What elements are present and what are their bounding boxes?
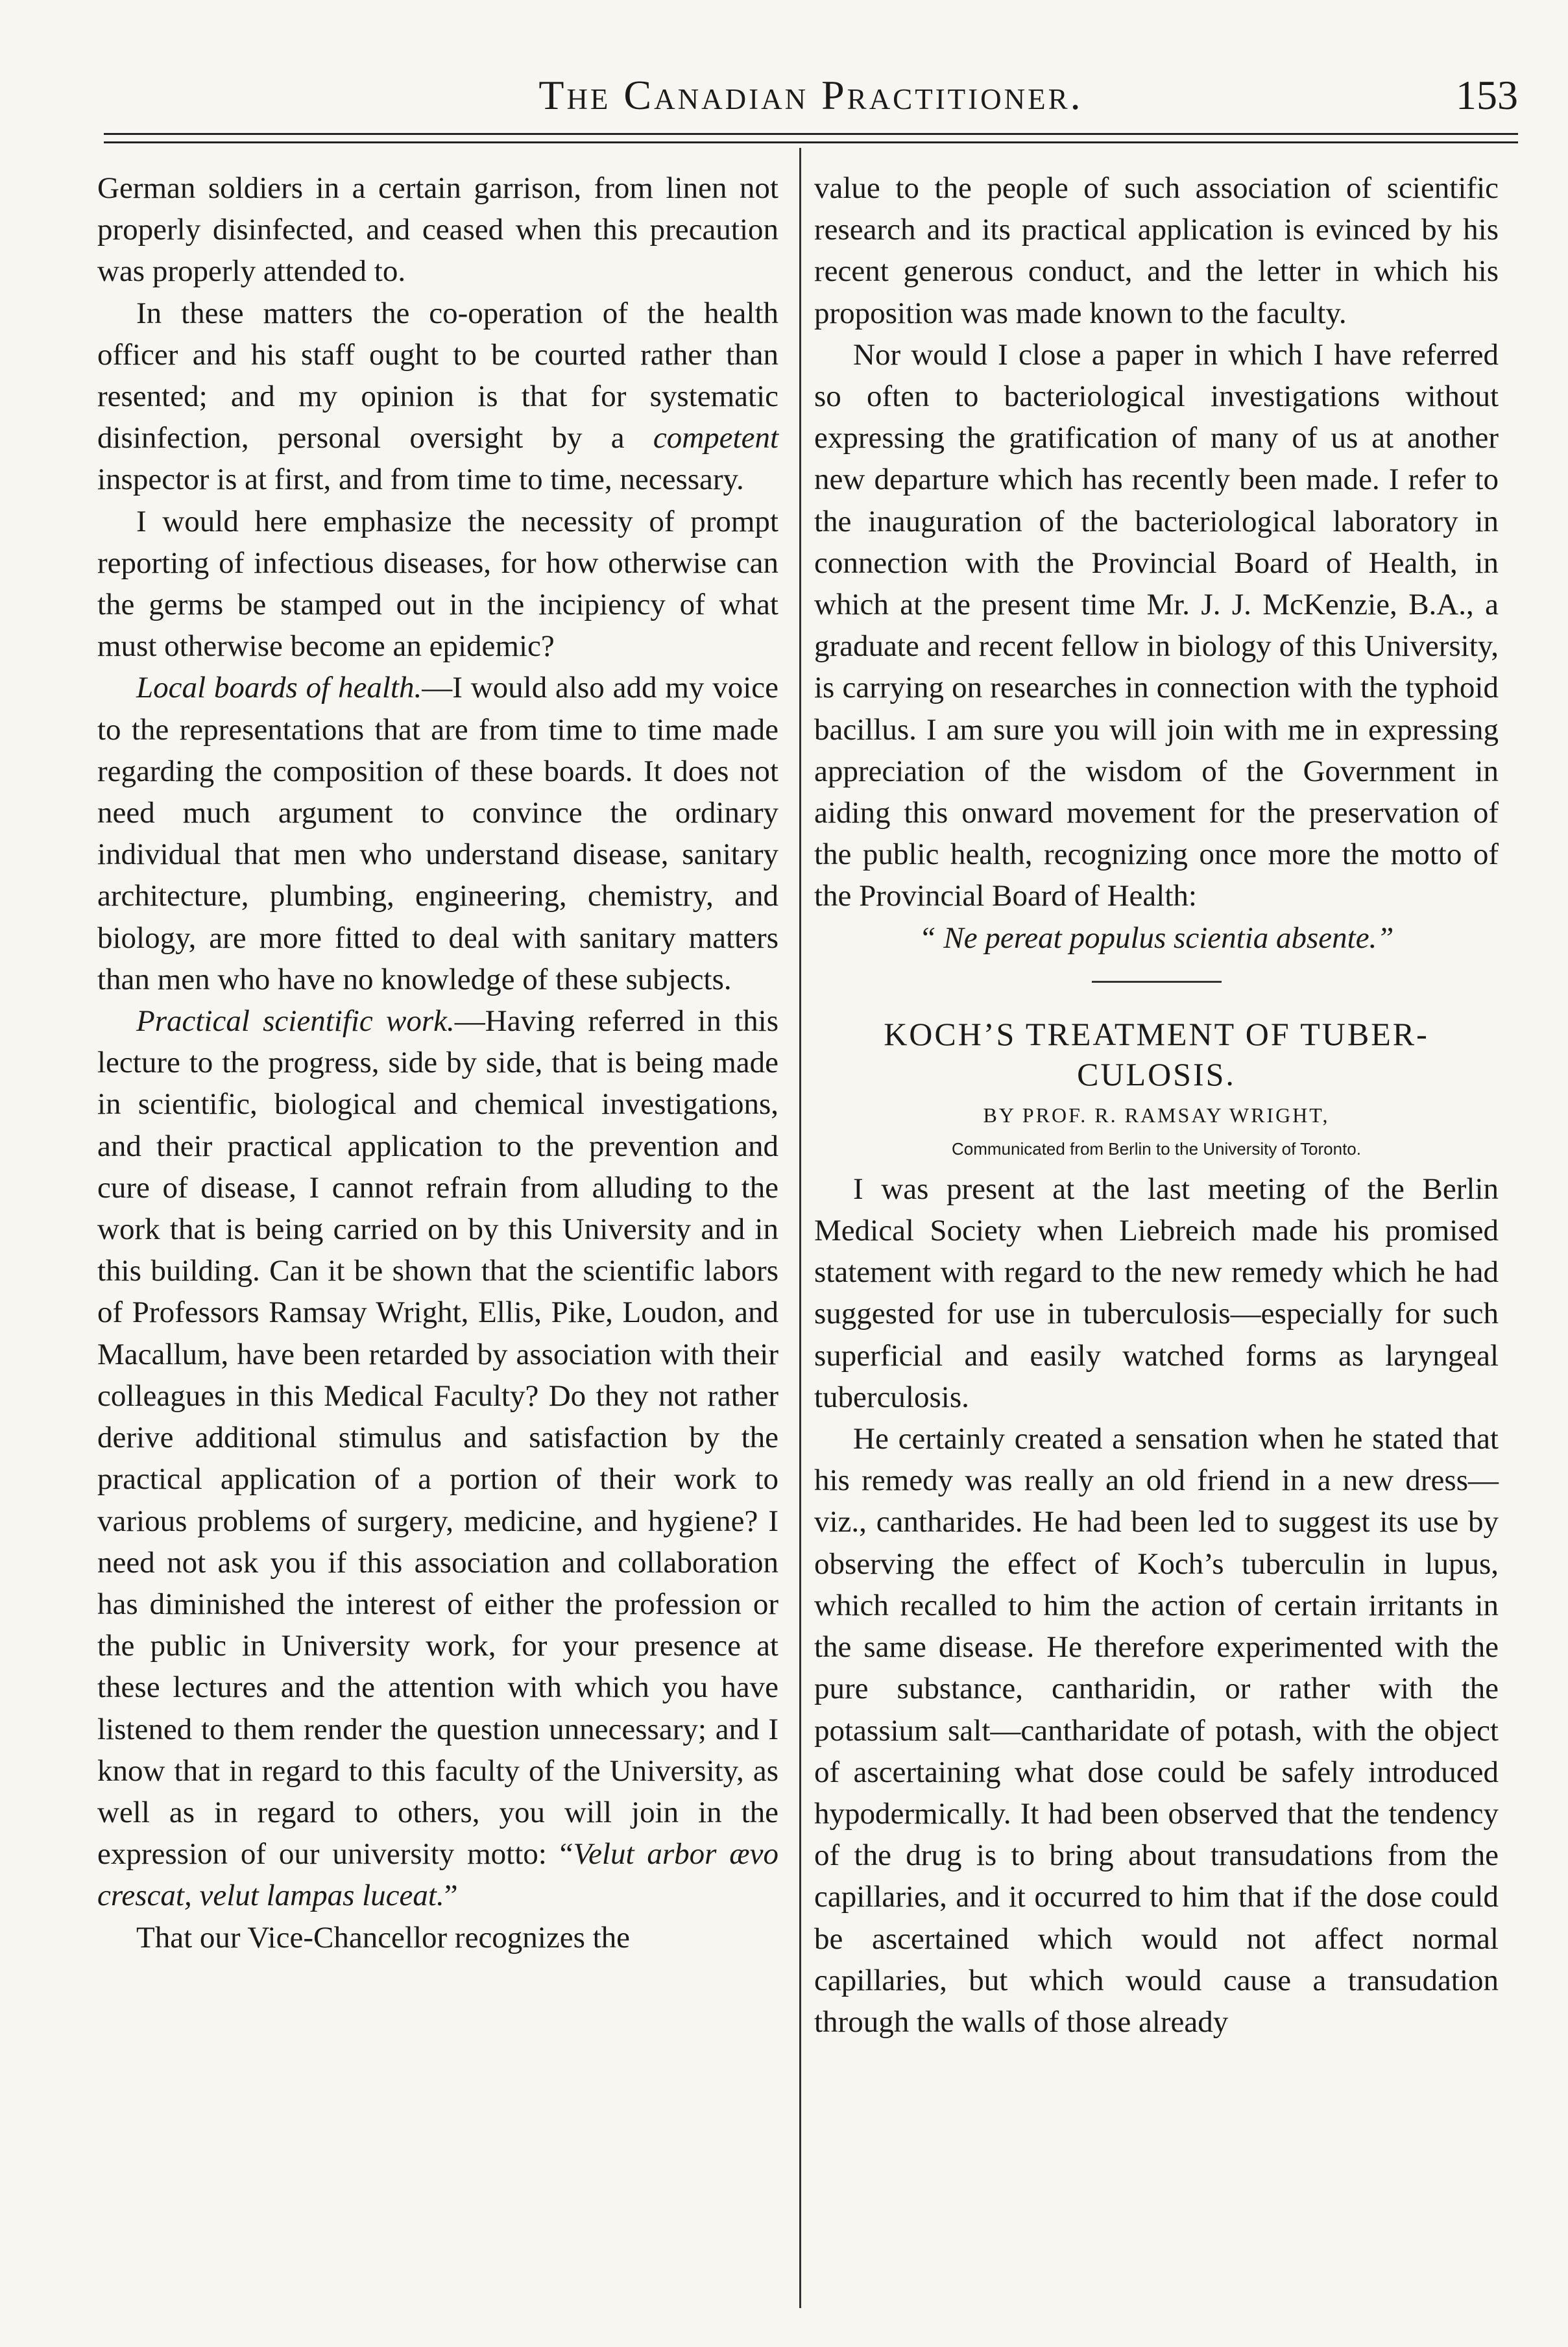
left-column xyxy=(97,167,778,1958)
paragraph xyxy=(97,293,778,501)
title-line: CULOSIS. xyxy=(1077,1055,1236,1092)
column-divider xyxy=(799,148,801,2308)
paragraph: That our Vice-Chancellor recognizes the xyxy=(136,1920,631,1955)
text-span: —Having referred in this lecture to the progress, side by side, that is being made in scientific, biological and chemical investigations, and their practical application to the prevention and cure of disease, I cannot refrain from alluding to the work that is being carried on by this University and in this building. Can it be shown that the scientific labors of Professors Ramsay Wright, Ellis, Pike, Loudon, and Macallum, have been retarded by association with their colleagues in this Medical Faculty? Do they not rather derive additional stimulus and satisfaction by the practical application of a portion of their work to various problems of surgery, medicine, and hygiene? I need not ask you if this association and collaboration has diminished the interest of either the profession or the public in University work, for your presence at these lectures and the attention with which you have listened to them render the question unnecessary; and I know that in regard to this faculty of the University, as well as in regard to others, you will join in the expression of our university motto: “ xyxy=(97,1004,778,1872)
paragraph: Nor would I close a paper in which I have referred so often to bacteriological investigations without expressing the gratification of many of us at another new departure which has recently been made. I refer to the inauguration of the bacteriological laboratory in connection with the Provincial Board of Health, in which at the present time Mr. J. J. McKenzie, B.A., a graduate and recent fellow in biology of this University, is carrying on researches in connection with the typhoid bacillus. I am sure you will join with me in expressing appreciation of the wisdom of the Government in aiding this onward movement for the preservation of the public health, recognizing once more the motto of the Provincial Board of Health: xyxy=(814,337,1499,913)
text-span: ” xyxy=(444,1879,458,1913)
page-header xyxy=(104,71,1518,136)
section-divider xyxy=(1092,981,1222,983)
communication-note: Communicated from Berlin to the University of Toronto. xyxy=(951,1138,1361,1159)
right-column xyxy=(814,167,1499,2043)
run-in-heading: Practical scientific work. xyxy=(136,1004,455,1039)
paragraph: I would here emphasize the necessity of prompt reporting of infectious diseases, for how otherwise can the germs be stamped out in the incipiency of what must otherwise become an epidemic? xyxy=(97,504,778,664)
title-line: KOCH’S TREATMENT OF TUBER- xyxy=(884,1015,1429,1052)
paragraph: German soldiers in a certain garrison, from linen not properly disinfected, and ceased when this precaution was properly attended to. xyxy=(97,171,778,289)
motto: Velut arbor ævo crescat, velut lampas luceat. xyxy=(97,1837,778,1913)
emphasis: competent xyxy=(653,421,778,455)
text-span: inspector is at first, and from time to time, necessary. xyxy=(97,463,744,497)
paragraph xyxy=(97,667,778,1000)
page-number: 153 xyxy=(1456,72,1518,118)
header-rule-bottom xyxy=(104,141,1518,143)
article-title xyxy=(814,1014,1499,1094)
paragraph: value to the people of such association of scientific research and its practical application is evinced by his recent generous conduct, and the letter in which his proposition was made known to the faculty. xyxy=(814,171,1499,330)
paragraph: He certainly created a sensation when he stated that his remedy was really an old friend in a new dress—viz., cantharides. He had been led to suggest its use by observing the effect of Koch’s tuberculin in lupus, which recalled to him the action of certain irritants in the same disease. He therefore experimented with the pure substance, cantharidin, or rather with the potassium salt—cantharidate of potash, with the object of ascertaining what dose could be safely introduced hypodermically. It had been observed that the tendency of the drug is to bring about transudations from the capillaries, and it occurred to him that if the dose could be ascertained which would not affect normal capillaries, but which would cause a transudation through the walls of those already xyxy=(814,1422,1499,2039)
text-span: In these matters the co-operation of the health officer and his staff ought to be courted rather than resented; and my opinion is that for systematic disinfection, personal oversight by a xyxy=(97,296,778,455)
board-motto-quote: “ Ne pereat populus scientia absente.” xyxy=(919,921,1394,955)
run-in-heading: Local boards of health. xyxy=(136,671,422,705)
paragraph xyxy=(97,1000,778,1916)
byline: BY PROF. R. RAMSAY WRIGHT, xyxy=(983,1103,1330,1127)
header-rule-top xyxy=(104,133,1518,135)
text-span: —I would also add my voice to the representations that are from time to time made regarding the composition of these boards. It does not need much argument to convince the ordinary individual that men who understand disease, sanitary architecture, plumbing, engineering, chemistry, and biology, are more fitted to deal with sanitary matters than men who have no knowledge of these subjects. xyxy=(97,671,778,996)
journal-title: The Canadian Practitioner. xyxy=(538,72,1083,118)
paragraph: I was present at the last meeting of the Berlin Medical Society when Liebreich made his promised statement with regard to the new remedy which he had suggested for use in tuberculosis—especially for such superficial and easily watched forms as laryngeal tuberculosis. xyxy=(814,1172,1499,1414)
